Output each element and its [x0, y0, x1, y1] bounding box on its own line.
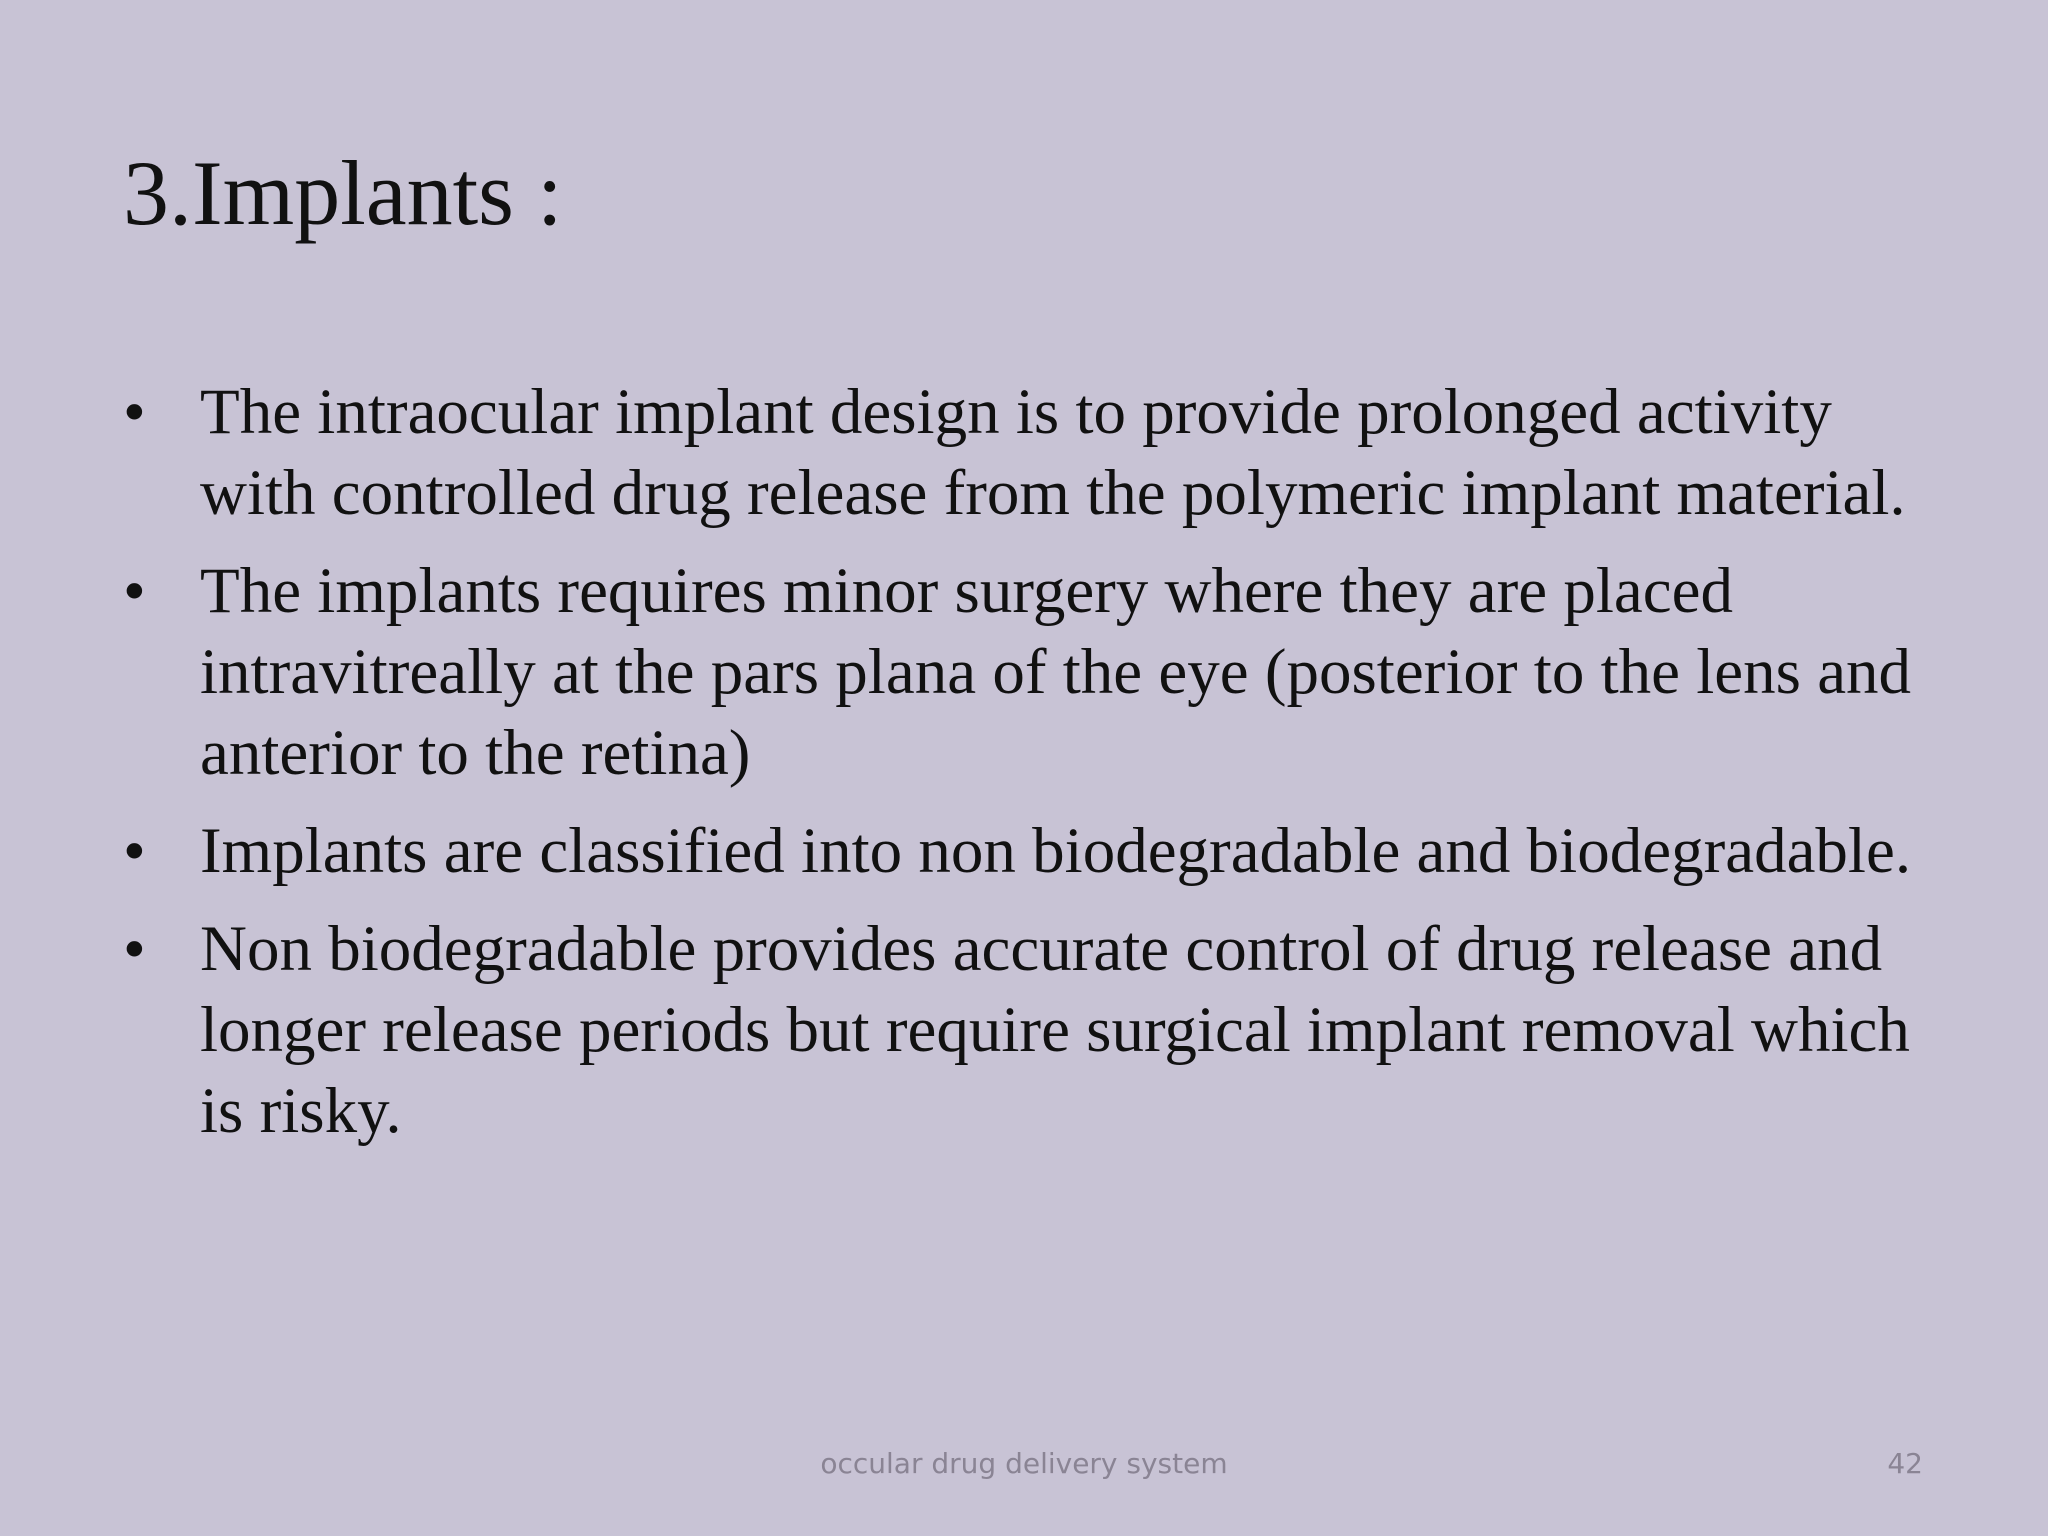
bullet-item [123, 909, 1923, 1152]
bullet-text: The implants requires minor surgery where they are placed intravitreally at the pars plana of the eye (posterior to the lens and anterior to the retina) [200, 555, 1912, 789]
bullet-dot-icon: • [123, 815, 146, 887]
bullet-item [123, 811, 1923, 892]
bullet-text: The intraocular implant design is to provide prolonged activity with controlled drug release from the polymeric implant material. [200, 376, 1906, 529]
bullet-text: Implants are classified into non biodegradable and biodegradable. [200, 815, 1912, 887]
page-number: 42 [1887, 1447, 1923, 1480]
bullet-dot-icon: • [123, 555, 146, 627]
bullet-list [123, 372, 1923, 1169]
slide-title: 3.Implants : [123, 142, 563, 244]
bullet-item [123, 372, 1923, 534]
bullet-item [123, 551, 1923, 794]
bullet-text: Non biodegradable provides accurate control of drug release and longer release periods but require surgical implant removal which is risky. [200, 913, 1910, 1147]
slide-footer: occular drug delivery system [820, 1447, 1228, 1480]
bullet-dot-icon: • [123, 376, 146, 448]
bullet-dot-icon: • [123, 913, 146, 985]
